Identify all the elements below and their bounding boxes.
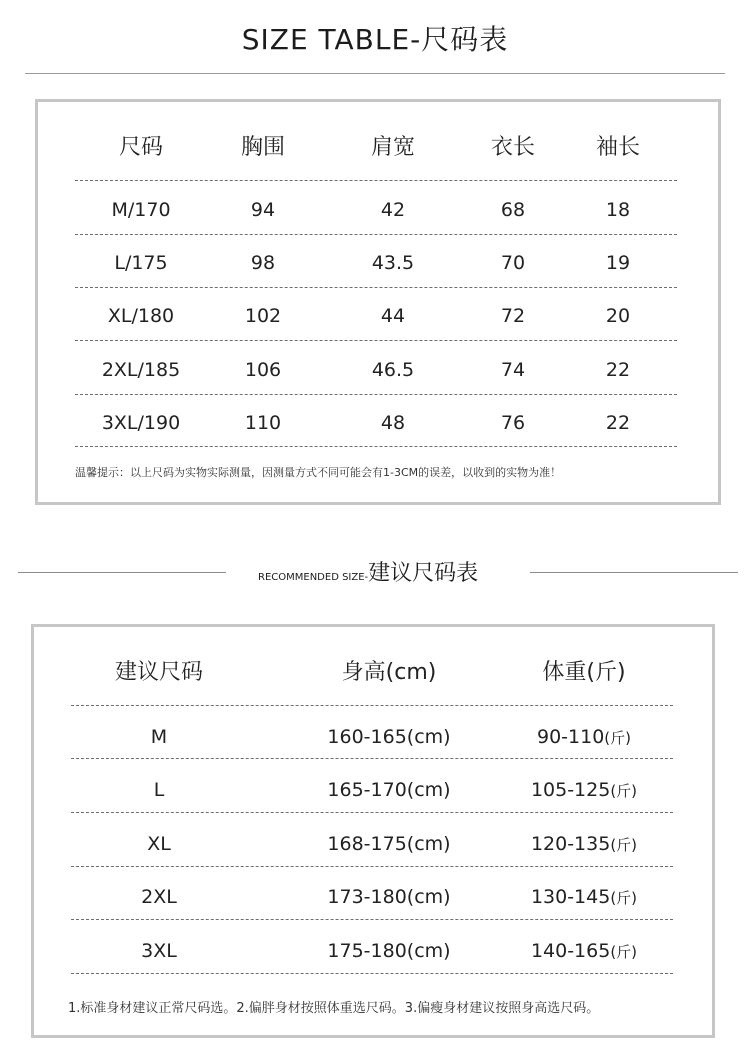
weight-unit: (斤)	[610, 889, 638, 907]
weight-unit: (斤)	[610, 836, 638, 854]
cell-size: L	[153, 779, 165, 801]
cell-weight	[499, 768, 669, 812]
cell-height: 173-180(cm)	[327, 886, 451, 908]
weight-unit: (斤)	[604, 729, 632, 747]
size-table-header-row	[38, 126, 718, 170]
header-recommended-size: 建议尺码	[114, 660, 203, 685]
cell-sleeve: 18	[605, 199, 631, 221]
title-rule-left	[18, 572, 226, 573]
cell-sleeve: 22	[605, 359, 631, 381]
table-row	[38, 401, 718, 445]
selection-note: 1.标准身材建议正常尺码选。2.偏胖身材按照体重选尺码。3.偏瘦身材建议按照身高选尺码。	[68, 1001, 600, 1016]
page-title: SIZE TABLE-尺码表	[241, 23, 509, 56]
recommended-section-title	[0, 556, 750, 586]
weight-range: 130-145	[530, 886, 611, 908]
table-row	[38, 188, 718, 232]
weight-range: 105-125	[530, 779, 611, 801]
weight-range: 140-165	[530, 940, 611, 962]
header-weight: 体重(斤)	[542, 660, 626, 685]
cell-size: 3XL/190	[101, 412, 181, 434]
cell-chest: 102	[244, 305, 282, 327]
cell-weight	[499, 715, 669, 759]
weight-range: 90-110	[536, 726, 605, 748]
cell-shoulder: 43.5	[371, 252, 415, 274]
row-divider	[71, 866, 673, 867]
table-row	[38, 241, 718, 285]
row-divider	[75, 180, 677, 181]
header-sleeve: 袖长	[595, 135, 640, 160]
cell-sleeve: 20	[605, 305, 631, 327]
cell-length: 70	[500, 252, 526, 274]
row-divider	[75, 394, 677, 395]
row-divider	[75, 340, 677, 341]
row-divider	[75, 287, 677, 288]
cell-height: 160-165(cm)	[327, 726, 451, 748]
row-divider	[71, 812, 673, 813]
row-divider	[71, 973, 673, 974]
weight-unit: (斤)	[610, 782, 638, 800]
cell-shoulder: 46.5	[371, 359, 415, 381]
cell-size: 2XL	[141, 886, 177, 908]
cell-length: 74	[500, 359, 526, 381]
measurement-note: 温馨提示：以上尺码为实物实际测量，因测量方式不同可能会有1-3CM的误差，以收到的实物为准！	[75, 466, 562, 479]
cell-sleeve: 22	[605, 412, 631, 434]
cell-weight	[499, 822, 669, 866]
recommended-title-cn: 建议尺码表	[368, 561, 479, 586]
cell-shoulder: 44	[380, 305, 406, 327]
cell-shoulder: 42	[380, 199, 406, 221]
cell-chest: 106	[244, 359, 282, 381]
row-divider	[75, 446, 677, 447]
cell-height: 168-175(cm)	[327, 833, 451, 855]
recommended-title-en: RECOMMENDED SIZE-	[258, 572, 369, 583]
cell-length: 76	[500, 412, 526, 434]
title-rule-right	[530, 572, 738, 573]
table-row	[34, 929, 712, 973]
cell-weight	[499, 929, 669, 973]
cell-chest: 94	[250, 199, 276, 221]
cell-height: 175-180(cm)	[327, 940, 451, 962]
table-row	[34, 715, 712, 759]
cell-size: XL	[147, 833, 171, 855]
cell-weight	[499, 875, 669, 919]
header-length: 衣长	[490, 135, 535, 160]
cell-shoulder: 48	[380, 412, 406, 434]
cell-length: 68	[500, 199, 526, 221]
row-divider	[71, 919, 673, 920]
recommended-header-row	[34, 651, 712, 695]
header-shoulder: 肩宽	[370, 135, 415, 160]
row-divider	[71, 705, 673, 706]
cell-length: 72	[500, 305, 526, 327]
cell-chest: 98	[250, 252, 276, 274]
cell-size: L/175	[114, 252, 168, 274]
header-chest: 胸围	[240, 135, 285, 160]
cell-size: XL/180	[107, 305, 175, 327]
cell-size: M/170	[111, 199, 171, 221]
cell-size: 2XL/185	[101, 359, 181, 381]
size-table	[35, 99, 721, 505]
table-row	[38, 294, 718, 338]
header-height: 身高(cm)	[341, 660, 437, 685]
cell-size: M	[150, 726, 168, 748]
table-row	[34, 768, 712, 812]
header-size: 尺码	[118, 135, 163, 160]
cell-height: 165-170(cm)	[327, 779, 451, 801]
title-divider	[25, 73, 725, 74]
cell-size: 3XL	[141, 940, 177, 962]
weight-unit: (斤)	[610, 943, 638, 961]
table-row	[38, 348, 718, 392]
row-divider	[71, 758, 673, 759]
row-divider	[75, 234, 677, 235]
table-row	[34, 875, 712, 919]
cell-chest: 110	[244, 412, 282, 434]
table-row	[34, 822, 712, 866]
recommended-table	[31, 624, 715, 1038]
weight-range: 120-135	[530, 833, 611, 855]
cell-sleeve: 19	[605, 252, 631, 274]
